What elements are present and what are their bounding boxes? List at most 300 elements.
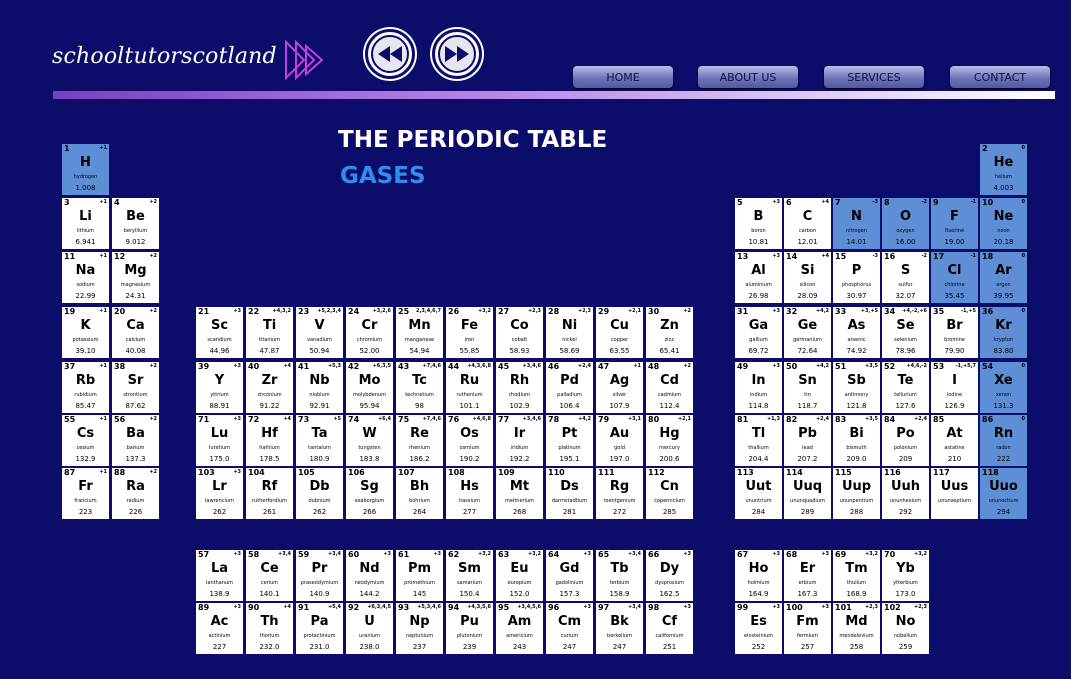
element-cell-hassium[interactable] [445, 467, 494, 520]
element-cell-thallium[interactable] [734, 414, 783, 467]
atomic-number: 59 [298, 550, 310, 559]
element-cell-zinc[interactable] [645, 306, 694, 359]
element-cell-neodymium[interactable] [345, 549, 394, 602]
atomic-number: 113 [737, 468, 754, 477]
element-cell-nitrogen[interactable] [832, 197, 881, 250]
element-name: neptunium [405, 633, 434, 639]
element-cell-neon[interactable] [979, 197, 1028, 250]
element-cell-europium[interactable] [495, 549, 544, 602]
element-cell-berkelium[interactable] [595, 602, 644, 655]
element-cell-cerium[interactable] [245, 549, 294, 602]
element-cell-protactinium[interactable] [295, 602, 344, 655]
element-cell-cobalt[interactable] [495, 306, 544, 359]
element-name: nitrogen [846, 228, 867, 234]
atomic-mass: 50.94 [309, 347, 330, 355]
atomic-number: 81 [737, 415, 749, 424]
element-cell-tellurium[interactable] [881, 361, 930, 414]
element-cell-iodine[interactable] [930, 361, 979, 414]
atomic-mass: 14.01 [846, 238, 867, 246]
element-symbol: He [993, 155, 1014, 170]
element-symbol: Na [75, 263, 96, 278]
element-cell-tungsten[interactable] [345, 414, 394, 467]
element-name: zinc [664, 337, 675, 343]
atomic-number: 47 [598, 362, 610, 371]
element-name: arsenic [847, 337, 866, 343]
element-name: francium [74, 498, 97, 504]
element-cell-ununhexium[interactable] [881, 467, 930, 520]
oxidation-states: 0 [1021, 308, 1025, 314]
element-cell-actinium[interactable] [195, 602, 244, 655]
element-symbol: Lr [212, 479, 227, 494]
atomic-number: 85 [933, 415, 945, 424]
element-cell-ununoctium[interactable] [979, 467, 1028, 520]
element-cell-thulium[interactable] [832, 549, 881, 602]
atomic-mass: 277 [462, 508, 477, 516]
element-cell-ytterbium[interactable] [881, 549, 930, 602]
oxidation-states: +2,3 [864, 604, 878, 610]
element-symbol: At [946, 426, 963, 441]
element-name: cobalt [511, 337, 528, 343]
element-symbol: Sb [847, 373, 866, 388]
atomic-mass: 173.0 [895, 590, 916, 598]
atomic-mass: 92.91 [309, 402, 330, 410]
element-name: astatine [944, 445, 965, 451]
element-symbol: Rg [609, 479, 630, 494]
element-cell-vanadium[interactable] [295, 306, 344, 359]
site-logo-text[interactable]: schooltutorscotland [52, 44, 277, 69]
element-cell-argon[interactable] [979, 251, 1028, 304]
nav-services-button[interactable]: SERVICES [824, 66, 924, 88]
element-cell-ununpentium[interactable] [832, 467, 881, 520]
atomic-number: 40 [248, 362, 260, 371]
atomic-mass: 79.90 [944, 347, 965, 355]
element-cell-molybdenum[interactable] [345, 361, 394, 414]
atomic-number: 31 [737, 307, 749, 316]
rewind-button[interactable] [365, 29, 415, 79]
element-cell-einsteinium[interactable] [734, 602, 783, 655]
oxidation-states: +1 [99, 363, 107, 369]
element-cell-fermium[interactable] [783, 602, 832, 655]
atomic-number: 104 [248, 468, 265, 477]
oxidation-states: +4,6,8 [472, 416, 491, 422]
element-cell-plutonium[interactable] [445, 602, 494, 655]
atomic-mass: 83.80 [993, 347, 1014, 355]
atomic-number: 66 [648, 550, 660, 559]
element-cell-selenium[interactable] [881, 306, 930, 359]
atomic-mass: 52.00 [359, 347, 380, 355]
element-cell-ununquadium[interactable] [783, 467, 832, 520]
atomic-number: 3 [64, 198, 70, 207]
element-cell-nobelium[interactable] [881, 602, 930, 655]
element-name: argon [996, 282, 1011, 288]
element-cell-cesium[interactable] [61, 414, 110, 467]
element-cell-iridium[interactable] [495, 414, 544, 467]
element-cell-bromine[interactable] [930, 306, 979, 359]
oxidation-states: +3 [233, 416, 241, 422]
element-cell-copper[interactable] [595, 306, 644, 359]
element-name: hassium [459, 498, 480, 504]
element-cell-hydrogen[interactable] [61, 143, 110, 196]
element-cell-arsenic[interactable] [832, 306, 881, 359]
element-cell-platinum[interactable] [545, 414, 594, 467]
element-symbol: Tb [610, 561, 629, 576]
nav-about-button[interactable]: ABOUT US [698, 66, 798, 88]
element-name: strontium [123, 392, 148, 398]
atomic-number: 53 [933, 362, 945, 371]
atomic-mass: 152.0 [509, 590, 530, 598]
atomic-mass: 264 [412, 508, 427, 516]
element-cell-strontium[interactable] [111, 361, 160, 414]
element-symbol: Sm [458, 561, 481, 576]
element-symbol: Ar [995, 263, 1012, 278]
oxidation-states: +5,3,4,6 [417, 604, 441, 610]
oxidation-states: +3 [772, 551, 780, 557]
oxidation-states: -1 [970, 253, 976, 259]
element-cell-iron[interactable] [445, 306, 494, 359]
oxidation-states: +3 [683, 551, 691, 557]
atomic-mass: 39.95 [993, 292, 1014, 300]
element-cell-meitnerium[interactable] [495, 467, 544, 520]
element-symbol: U [364, 614, 375, 629]
element-name: antimony [844, 392, 869, 398]
element-cell-phosphorus[interactable] [832, 251, 881, 304]
oxidation-states: +3,1 [627, 416, 641, 422]
atomic-mass: 65.41 [659, 347, 680, 355]
element-name: tungsten [358, 445, 381, 451]
atomic-mass: 132.9 [75, 455, 96, 463]
element-cell-tantalum[interactable] [295, 414, 344, 467]
element-cell-mercury[interactable] [645, 414, 694, 467]
element-name: lead [802, 445, 813, 451]
element-name: uranium [359, 633, 380, 639]
element-cell-holmium[interactable] [734, 549, 783, 602]
element-cell-beryllium[interactable] [111, 197, 160, 250]
element-cell-bohrium[interactable] [395, 467, 444, 520]
element-symbol: Cn [660, 479, 679, 494]
atomic-number: 92 [348, 603, 360, 612]
element-cell-lanthanum[interactable] [195, 549, 244, 602]
element-cell-roentgenium[interactable] [595, 467, 644, 520]
element-cell-darmstadtium[interactable] [545, 467, 594, 520]
oxidation-states: +2 [149, 253, 157, 259]
element-cell-xenon[interactable] [979, 361, 1028, 414]
element-cell-samarium[interactable] [445, 549, 494, 602]
element-cell-gadolinium[interactable] [545, 549, 594, 602]
oxidation-states: +3 [772, 199, 780, 205]
oxidation-states: +3,2 [527, 551, 541, 557]
element-cell-nickel[interactable] [545, 306, 594, 359]
element-cell-hafnium[interactable] [245, 414, 294, 467]
element-cell-technetium[interactable] [395, 361, 444, 414]
element-cell-americium[interactable] [495, 602, 544, 655]
element-name: vanadium [307, 337, 332, 343]
element-symbol: Be [126, 209, 145, 224]
atomic-mass: 118.7 [797, 402, 818, 410]
oxidation-states: +1 [99, 253, 107, 259]
element-cell-polonium[interactable] [881, 414, 930, 467]
element-cell-bismuth[interactable] [832, 414, 881, 467]
oxidation-states: 0 [1021, 145, 1025, 151]
atomic-mass: 39.10 [75, 347, 96, 355]
element-cell-osmium[interactable] [445, 414, 494, 467]
element-name: zirconium [257, 392, 282, 398]
element-cell-astatine[interactable] [930, 414, 979, 467]
element-name: rhenium [409, 445, 430, 451]
atomic-number: 20 [114, 307, 126, 316]
element-cell-zirconium[interactable] [245, 361, 294, 414]
element-cell-tin[interactable] [783, 361, 832, 414]
element-name: radon [996, 445, 1011, 451]
oxidation-states: +1 [633, 363, 641, 369]
element-cell-chromium[interactable] [345, 306, 394, 359]
element-symbol: Xe [994, 373, 1013, 388]
element-symbol: N [851, 209, 862, 224]
atomic-mass: 192.2 [509, 455, 530, 463]
element-cell-curium[interactable] [545, 602, 594, 655]
fast-forward-button[interactable] [432, 29, 482, 79]
element-cell-dysprosium[interactable] [645, 549, 694, 602]
element-cell-seaborgium[interactable] [345, 467, 394, 520]
element-cell-copernicium[interactable] [645, 467, 694, 520]
atomic-mass: 186.2 [409, 455, 430, 463]
element-symbol: Cs [76, 426, 95, 441]
element-cell-silver[interactable] [595, 361, 644, 414]
element-name: indium [749, 392, 768, 398]
element-symbol: Re [410, 426, 429, 441]
header-divider [53, 91, 1055, 99]
atomic-number: 114 [786, 468, 803, 477]
atomic-mass: 72.64 [797, 347, 818, 355]
element-cell-rutherfordium[interactable] [245, 467, 294, 520]
element-name: manganese [404, 337, 435, 343]
element-cell-carbon[interactable] [783, 197, 832, 250]
element-name: silicon [799, 282, 816, 288]
oxidation-states: -1,+5 [960, 308, 976, 314]
nav-home-button[interactable]: HOME [573, 66, 673, 88]
element-symbol: Br [946, 318, 963, 333]
element-name: thorium [259, 633, 280, 639]
element-name: hydrogen [73, 174, 98, 180]
element-name: cerium [260, 580, 279, 586]
element-name: krypton [993, 337, 1014, 343]
element-cell-barium[interactable] [111, 414, 160, 467]
element-cell-dubnium[interactable] [295, 467, 344, 520]
element-symbol: C [802, 209, 813, 224]
atomic-number: 21 [198, 307, 210, 316]
element-symbol: Hs [460, 479, 479, 494]
atomic-mass: 266 [362, 508, 377, 516]
element-cell-cadmium[interactable] [645, 361, 694, 414]
element-symbol: Hg [659, 426, 680, 441]
element-cell-magnesium[interactable] [111, 251, 160, 304]
element-cell-boron[interactable] [734, 197, 783, 250]
element-cell-erbium[interactable] [783, 549, 832, 602]
element-name: promethium [404, 580, 435, 586]
oxidation-states: +3 [233, 308, 241, 314]
element-cell-scandium[interactable] [195, 306, 244, 359]
element-cell-silicon[interactable] [783, 251, 832, 304]
oxidation-states: +3,4 [327, 551, 341, 557]
element-symbol: Pd [560, 373, 579, 388]
element-cell-ununseptium[interactable] [930, 467, 979, 520]
element-symbol: Po [896, 426, 915, 441]
element-name: silver [612, 392, 627, 398]
page-title: THE PERIODIC TABLE [338, 127, 608, 153]
element-symbol: Ac [210, 614, 229, 629]
atomic-mass: 237 [412, 643, 427, 651]
element-symbol: Cr [361, 318, 378, 333]
element-cell-promethium[interactable] [395, 549, 444, 602]
element-cell-niobium[interactable] [295, 361, 344, 414]
element-cell-terbium[interactable] [595, 549, 644, 602]
oxidation-states: +3,2 [477, 308, 491, 314]
element-name: tellurium [894, 392, 917, 398]
atomic-number: 23 [298, 307, 310, 316]
atomic-mass: 91.22 [259, 402, 280, 410]
atomic-mass: 158.9 [609, 590, 630, 598]
element-cell-praseodymium[interactable] [295, 549, 344, 602]
atomic-number: 57 [198, 550, 210, 559]
oxidation-states: +4,3,5,6 [467, 604, 491, 610]
oxidation-states: +4,-2,+6 [902, 308, 927, 314]
element-cell-helium[interactable] [979, 143, 1028, 196]
atomic-number: 109 [498, 468, 515, 477]
element-cell-radon[interactable] [979, 414, 1028, 467]
element-cell-lutetium[interactable] [195, 414, 244, 467]
atomic-number: 60 [348, 550, 360, 559]
atomic-number: 101 [835, 603, 852, 612]
element-name: einsteinium [743, 633, 774, 639]
element-cell-lawrencium[interactable] [195, 467, 244, 520]
element-cell-rhenium[interactable] [395, 414, 444, 467]
element-cell-antimony[interactable] [832, 361, 881, 414]
element-name: ytterbium [893, 580, 918, 586]
atomic-number: 84 [884, 415, 896, 424]
atomic-number: 78 [548, 415, 560, 424]
atomic-mass: 197.0 [609, 455, 630, 463]
element-name: chlorine [944, 282, 965, 288]
atomic-mass: 32.07 [895, 292, 916, 300]
element-cell-aluminium[interactable] [734, 251, 783, 304]
element-symbol: Pt [561, 426, 578, 441]
oxidation-states: +2,4 [913, 416, 927, 422]
element-cell-chlorine[interactable] [930, 251, 979, 304]
oxidation-states: +3 [383, 551, 391, 557]
element-symbol: Md [845, 614, 868, 629]
atomic-mass: 183.8 [359, 455, 380, 463]
element-symbol: Sc [210, 318, 229, 333]
atomic-mass: 247 [612, 643, 627, 651]
oxidation-states: +4 [283, 363, 291, 369]
atomic-number: 112 [648, 468, 665, 477]
element-cell-ununtrium[interactable] [734, 467, 783, 520]
atomic-mass: 24.31 [125, 292, 146, 300]
atomic-number: 29 [598, 307, 610, 316]
oxidation-states: +3,4,5,6 [517, 604, 541, 610]
element-name: lithium [76, 228, 95, 234]
atomic-mass: 258 [849, 643, 864, 651]
element-name: oxygen [896, 228, 915, 234]
element-symbol: Ra [126, 479, 145, 494]
oxidation-states: +6,3,5 [372, 363, 391, 369]
element-name: rutherfordium [252, 498, 287, 504]
atomic-number: 64 [548, 550, 560, 559]
atomic-mass: 95.94 [359, 402, 380, 410]
nav-contact-button[interactable]: CONTACT [950, 66, 1050, 88]
element-cell-germanium[interactable] [783, 306, 832, 359]
atomic-mass: 243 [512, 643, 527, 651]
element-name: mercury [659, 445, 680, 451]
oxidation-states: +4,2 [815, 308, 829, 314]
element-cell-gallium[interactable] [734, 306, 783, 359]
element-cell-lead[interactable] [783, 414, 832, 467]
atomic-number: 71 [198, 415, 210, 424]
oxidation-states: +3,2 [864, 551, 878, 557]
element-symbol: Ir [513, 426, 526, 441]
element-name: osmium [459, 445, 480, 451]
element-symbol: Eu [510, 561, 529, 576]
element-cell-gold[interactable] [595, 414, 644, 467]
element-name: gallium [749, 337, 768, 343]
oxidation-states: +2,1 [677, 416, 691, 422]
atomic-number: 116 [884, 468, 901, 477]
atomic-number: 7 [835, 198, 841, 207]
element-cell-californium[interactable] [645, 602, 694, 655]
element-symbol: Hf [261, 426, 278, 441]
element-cell-lithium[interactable] [61, 197, 110, 250]
atomic-mass: 102.9 [509, 402, 530, 410]
element-name: hafnium [259, 445, 280, 451]
element-symbol: Co [510, 318, 529, 333]
element-name: gadolinium [555, 580, 584, 586]
atomic-number: 79 [598, 415, 610, 424]
element-cell-palladium[interactable] [545, 361, 594, 414]
element-cell-yttrium[interactable] [195, 361, 244, 414]
element-cell-sodium[interactable] [61, 251, 110, 304]
element-cell-calcium[interactable] [111, 306, 160, 359]
element-symbol: Bh [409, 479, 430, 494]
element-cell-potassium[interactable] [61, 306, 110, 359]
element-cell-uranium[interactable] [345, 602, 394, 655]
oxidation-states: +2 [149, 363, 157, 369]
element-cell-krypton[interactable] [979, 306, 1028, 359]
element-symbol: Au [609, 426, 630, 441]
element-cell-manganese[interactable] [395, 306, 444, 359]
atomic-mass: 28.09 [797, 292, 818, 300]
oxidation-states: +3 [772, 308, 780, 314]
element-cell-ruthenium[interactable] [445, 361, 494, 414]
element-symbol: Al [751, 263, 766, 278]
element-cell-francium[interactable] [61, 467, 110, 520]
element-cell-thorium[interactable] [245, 602, 294, 655]
element-name: nobelium [893, 633, 918, 639]
element-cell-radium[interactable] [111, 467, 160, 520]
element-cell-mendelevium[interactable] [832, 602, 881, 655]
element-cell-sulfur[interactable] [881, 251, 930, 304]
element-cell-oxygen[interactable] [881, 197, 930, 250]
atomic-number: 75 [398, 415, 410, 424]
element-cell-rhodium[interactable] [495, 361, 544, 414]
element-cell-fluorine[interactable] [930, 197, 979, 250]
element-cell-titanium[interactable] [245, 306, 294, 359]
element-cell-rubidium[interactable] [61, 361, 110, 414]
element-symbol: Ru [459, 373, 480, 388]
page-subtitle: GASES [340, 163, 426, 189]
element-symbol: Ta [311, 426, 328, 441]
element-cell-indium[interactable] [734, 361, 783, 414]
element-cell-neptunium[interactable] [395, 602, 444, 655]
atomic-mass: 239 [462, 643, 477, 651]
